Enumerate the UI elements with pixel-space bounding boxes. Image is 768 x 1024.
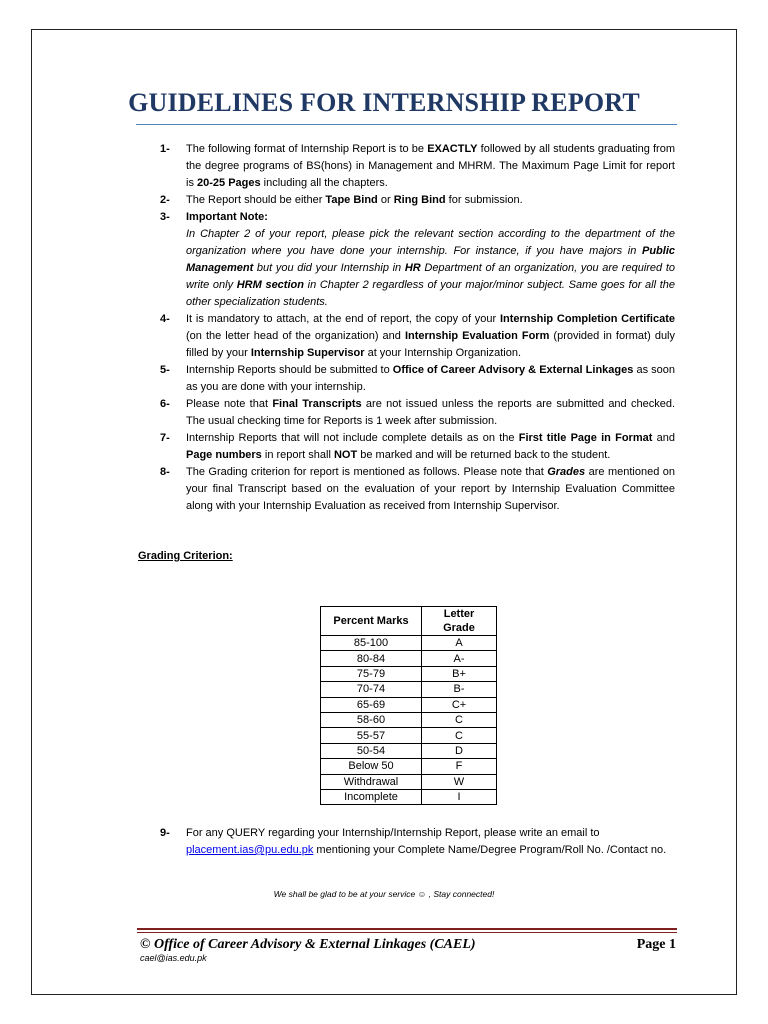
emphasis-text: Grades [547,466,586,478]
emphasis-text: Internship Evaluation Form [404,330,550,342]
emphasis-text: Ring Bind [393,194,446,206]
footer-office-name: © Office of Career Advisory & External Linkages (CAEL) [140,937,476,952]
body-text: or [377,194,394,206]
body-text: and [652,432,675,444]
body-text: The Report should be either [186,194,326,206]
percent-marks-cell: Below 50 [321,759,422,774]
title-underline [136,124,677,125]
header-letter-grade: Letter Grade [422,607,497,636]
tagline: We shall be glad to be at your service ☺ , Stay connected! [273,889,495,899]
emphasis-text: Page numbers [186,449,262,461]
page-title: GUIDELINES FOR INTERNSHIP REPORT [128,88,640,117]
emphasis-text: NOT [333,449,358,461]
item-number: 6- [160,398,170,410]
emphasis-text: Office of Career Advisory & External Linkages [392,364,634,376]
footer-rule [137,928,677,930]
body-text: in Chapter 2 regardless of your major/minor subject. Same goes for all the other specialization students. [186,279,675,308]
body-text: but you did your Internship in [253,262,405,274]
letter-grade-cell: A- [422,651,497,666]
body-text: Please note that [186,398,273,410]
grade-table-header-row [321,607,497,636]
letter-grade-cell: W [422,774,497,789]
letter-grade-cell: F [422,759,497,774]
emphasis-text: Internship Completion Certificate [499,313,675,325]
table-row [321,774,497,789]
item-number: 5- [160,364,170,376]
query-item [160,825,675,859]
guideline-item [160,464,675,515]
table-row [321,712,497,727]
percent-marks-cell: 70-74 [321,682,422,697]
item-number: 4- [160,313,170,325]
table-row [321,759,497,774]
important-note-text [186,226,675,311]
footer-rule-thin [137,932,677,933]
emphasis-text [547,466,585,478]
letter-grade-cell: C [422,728,497,743]
guidelines-list [160,141,675,515]
body-text: at your Internship Organization. [364,347,522,359]
item-number: 2- [160,194,170,206]
guideline-item [160,396,675,430]
letter-grade-cell: A [422,636,497,651]
letter-grade-cell: C+ [422,697,497,712]
emphasis-text: First title Page in Format [518,432,653,444]
guideline-item [160,362,675,396]
body-text: The Grading criterion for report is mentioned as follows. Please note that [186,466,548,478]
body-text: Internship Reports that will not include complete details as on the [186,432,519,444]
table-row [321,651,497,666]
body-text: Department of an organization, you are required to write only [186,262,676,291]
percent-marks-cell: 85-100 [321,636,422,651]
body-text: for submission. [445,194,523,206]
table-row [321,697,497,712]
table-row [321,743,497,758]
body-text: Internship Reports should be submitted to [186,364,393,376]
table-row [321,636,497,651]
body-text: be marked and will be returned back to the student. [357,449,611,461]
body-text: (provided in format) duly filled by your [186,330,676,359]
body-text: in report shall [261,449,334,461]
body-text: (on the letter head of the organization) and [186,330,405,342]
emphasis-text: EXACTLY [427,143,478,155]
table-row [321,728,497,743]
guideline-item [160,430,675,464]
guideline-item [160,209,675,311]
item-number: 7- [160,432,170,444]
letter-grade-cell: C [422,712,497,727]
item-number: 1- [160,143,170,155]
percent-marks-cell: 55-57 [321,728,422,743]
table-row [321,789,497,804]
percent-marks-cell: Withdrawal [321,774,422,789]
grading-criterion-label: Grading Criterion: [138,550,233,562]
emphasis-text: Public Management [186,245,675,274]
body-text: It is mandatory to attach, at the end of report, the copy of your [186,313,500,325]
letter-grade-cell: B+ [422,666,497,681]
body-text: followed by all students graduating from the degree programs of BS(hons) in Management and MHRM. The Maximum Page Limit for report is [186,143,675,189]
letter-grade-cell: D [422,743,497,758]
body-text: including all the chapters. [260,177,388,189]
body-text: The following format of Internship Report is to be [186,143,428,155]
emphasis-text: Final Transcripts [272,398,362,410]
contact-email-link[interactable]: placement.ias@pu.edu.pk [186,844,314,856]
percent-marks-cell: 50-54 [321,743,422,758]
guideline-item [160,192,675,209]
percent-marks-cell: 58-60 [321,712,422,727]
percent-marks-cell: 75-79 [321,666,422,681]
grade-table [320,606,497,805]
body-text: In Chapter 2 of your report, please pick the relevant section according to the department of the organization where you have done your internship. For instance, if you have majors in [186,228,675,257]
emphasis-text: Internship Supervisor [250,347,365,359]
emphasis-text: 20-25 Pages [197,177,261,189]
letter-grade-cell: I [422,789,497,804]
emphasis-text: Important Note: [186,211,268,223]
letter-grade-cell: B- [422,682,497,697]
emphasis-text: Tape Bind [325,194,378,206]
item-number: 8- [160,466,170,478]
table-row [321,682,497,697]
body-text: are mentioned on your final Transcript based on the evaluation of your report by Internship Evaluation Committee along with your Internship Evaluation as received from Internship Supervisor. [186,466,675,512]
table-row [321,666,497,681]
guideline-item [160,311,675,362]
header-percent-marks: Percent Marks [321,607,422,636]
emphasis-text: HRM section [236,279,304,291]
item-number: 9- [160,827,170,839]
percent-marks-cell: 65-69 [321,697,422,712]
query-text: For any QUERY regarding your Internship/Internship Report, please write an email to [186,827,600,839]
footer-page-number: Page 1 [636,937,676,952]
percent-marks-cell: 80-84 [321,651,422,666]
guideline-item [160,141,675,192]
footer-email: cael@ias.edu.pk [140,953,207,963]
item-number: 3- [160,211,170,223]
percent-marks-cell: Incomplete [321,789,422,804]
emphasis-text: HR [404,262,421,274]
body-text: as soon as you are done with your internship. [186,364,675,393]
body-text: are not issued unless the reports are submitted and checked. The usual checking time for Reports is 1 week after submission. [186,398,676,427]
query-text-after: mentioning your Complete Name/Degree Program/Roll No. /Contact no. [313,844,667,856]
